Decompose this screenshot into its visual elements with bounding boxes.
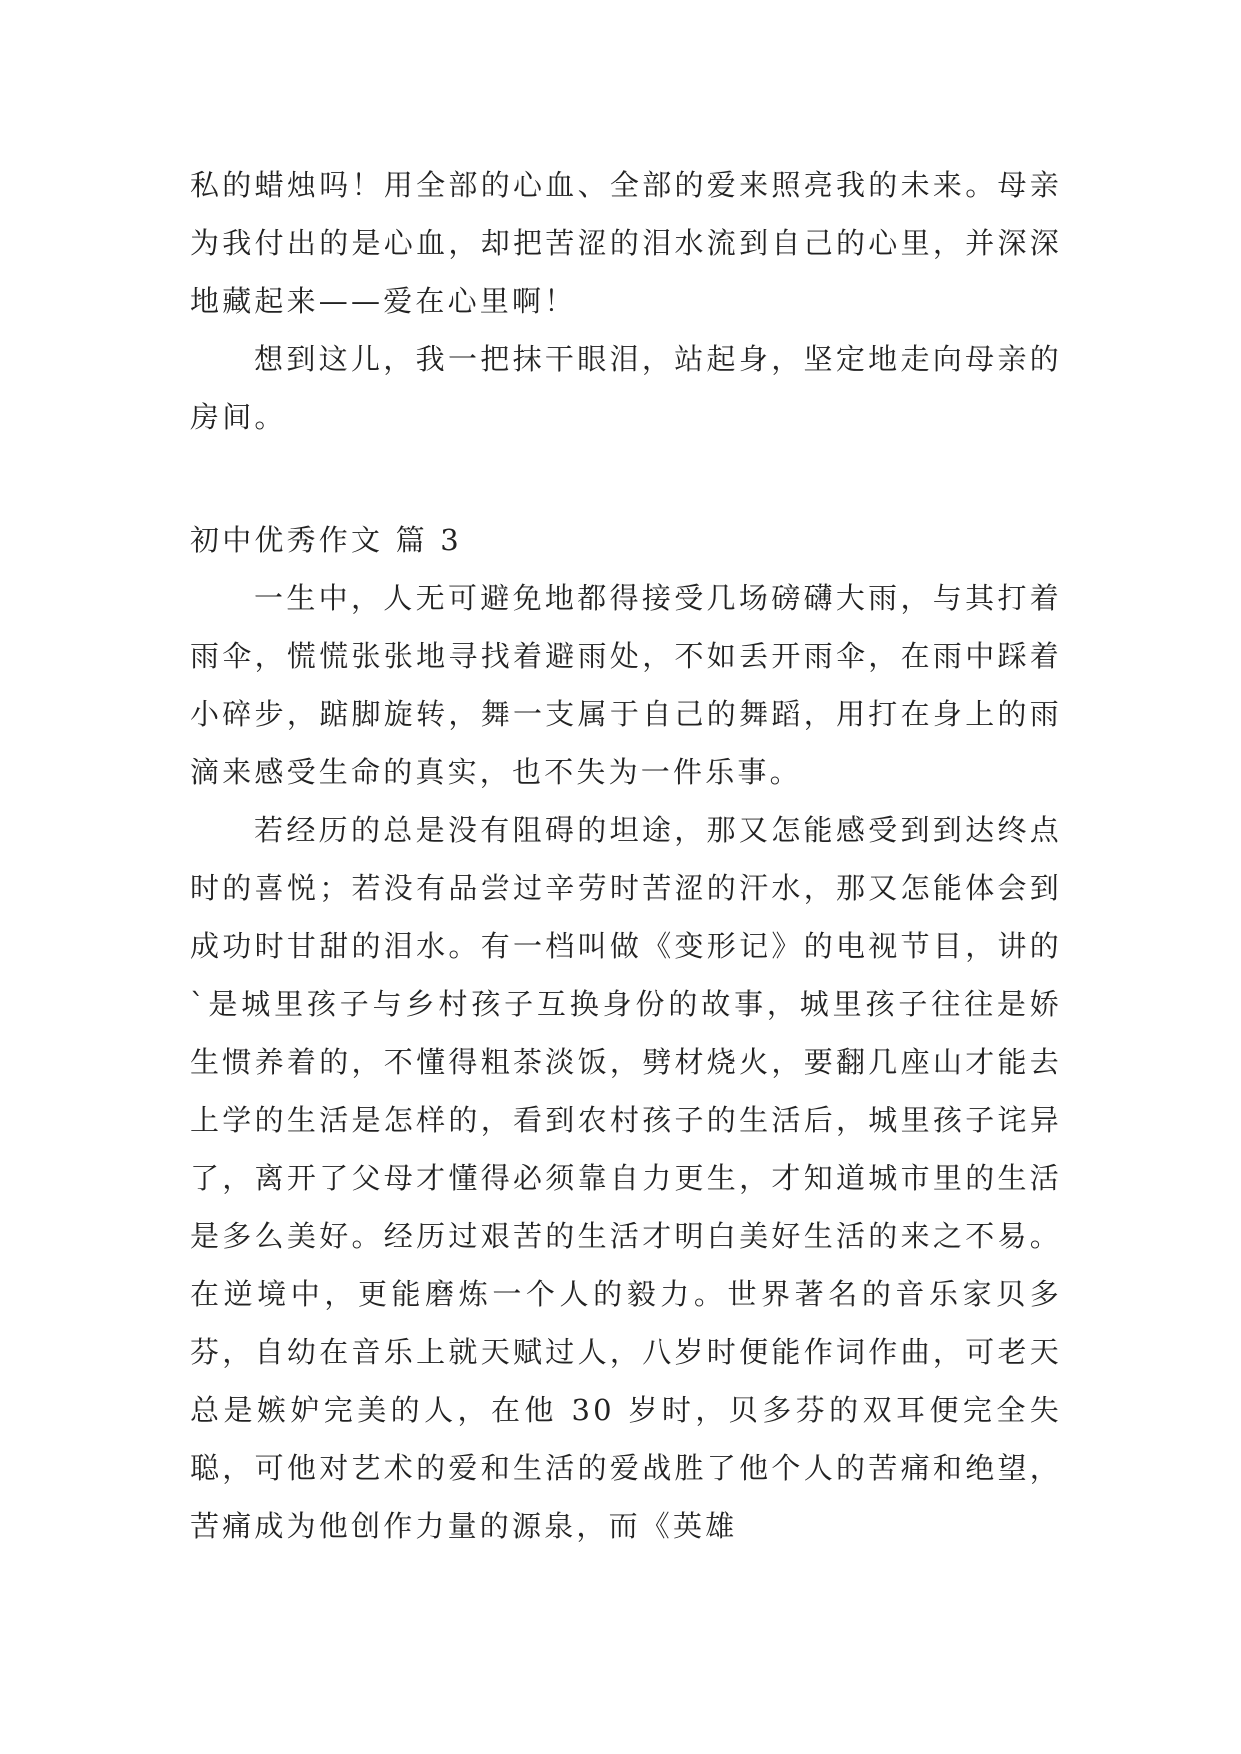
paragraph: 一生中，人无可避免地都得接受几场磅礴大雨，与其打着雨伞，慌慌张张地寻找着避雨处，不如丢开雨伞，在雨中踩着小碎步，踮脚旋转，舞一支属于自己的舞蹈，用打在身上的雨滴来感受生命的真实，也不失为一件乐事。 (190, 581, 1062, 789)
section-gap (190, 446, 1062, 511)
paragraph: 想到这儿，我一把抹干眼泪，站起身，坚定地走向母亲的房间。 (190, 342, 1062, 434)
section-title: 初中优秀作文 篇 3 (190, 523, 462, 557)
document-body (190, 156, 1062, 1555)
paragraph: 若经历的总是没有阻碍的坦途，那又怎能感受到到达终点时的喜悦；若没有品尝过辛劳时苦涩的汗水，那又怎能体会到成功时甘甜的泪水。有一档叫做《变形记》的电视节目，讲的`是城里孩子与乡村孩子互换身份的故事，城里孩子往往是娇生惯养着的，不懂得粗茶淡饭，劈材烧火，要翻几座山才能去上学的生活是怎样的，看到农村孩子的生活后，城里孩子诧异了，离开了父母才懂得必须靠自力更生，才知道城市里的生活是多么美好。经历过艰苦的生活才明白美好生活的来之不易。在逆境中，更能磨炼一个人的毅力。世界著名的音乐家贝多芬，自幼在音乐上就天赋过人，八岁时便能作词作曲，可老天总是嫉妒完美的人，在他 30 岁时，贝多芬的双耳便完全失聪，可他对艺术的爱和生活的爱战胜了他个人的苦痛和绝望，苦痛成为他创作力量的源泉，而《英雄 (190, 813, 1062, 1543)
paragraph-continuation: 私的蜡烛吗！用全部的心血、全部的爱来照亮我的未来。母亲为我付出的是心血，却把苦涩的泪水流到自己的心里，并深深地藏起来——爱在心里啊！ (190, 168, 1062, 318)
